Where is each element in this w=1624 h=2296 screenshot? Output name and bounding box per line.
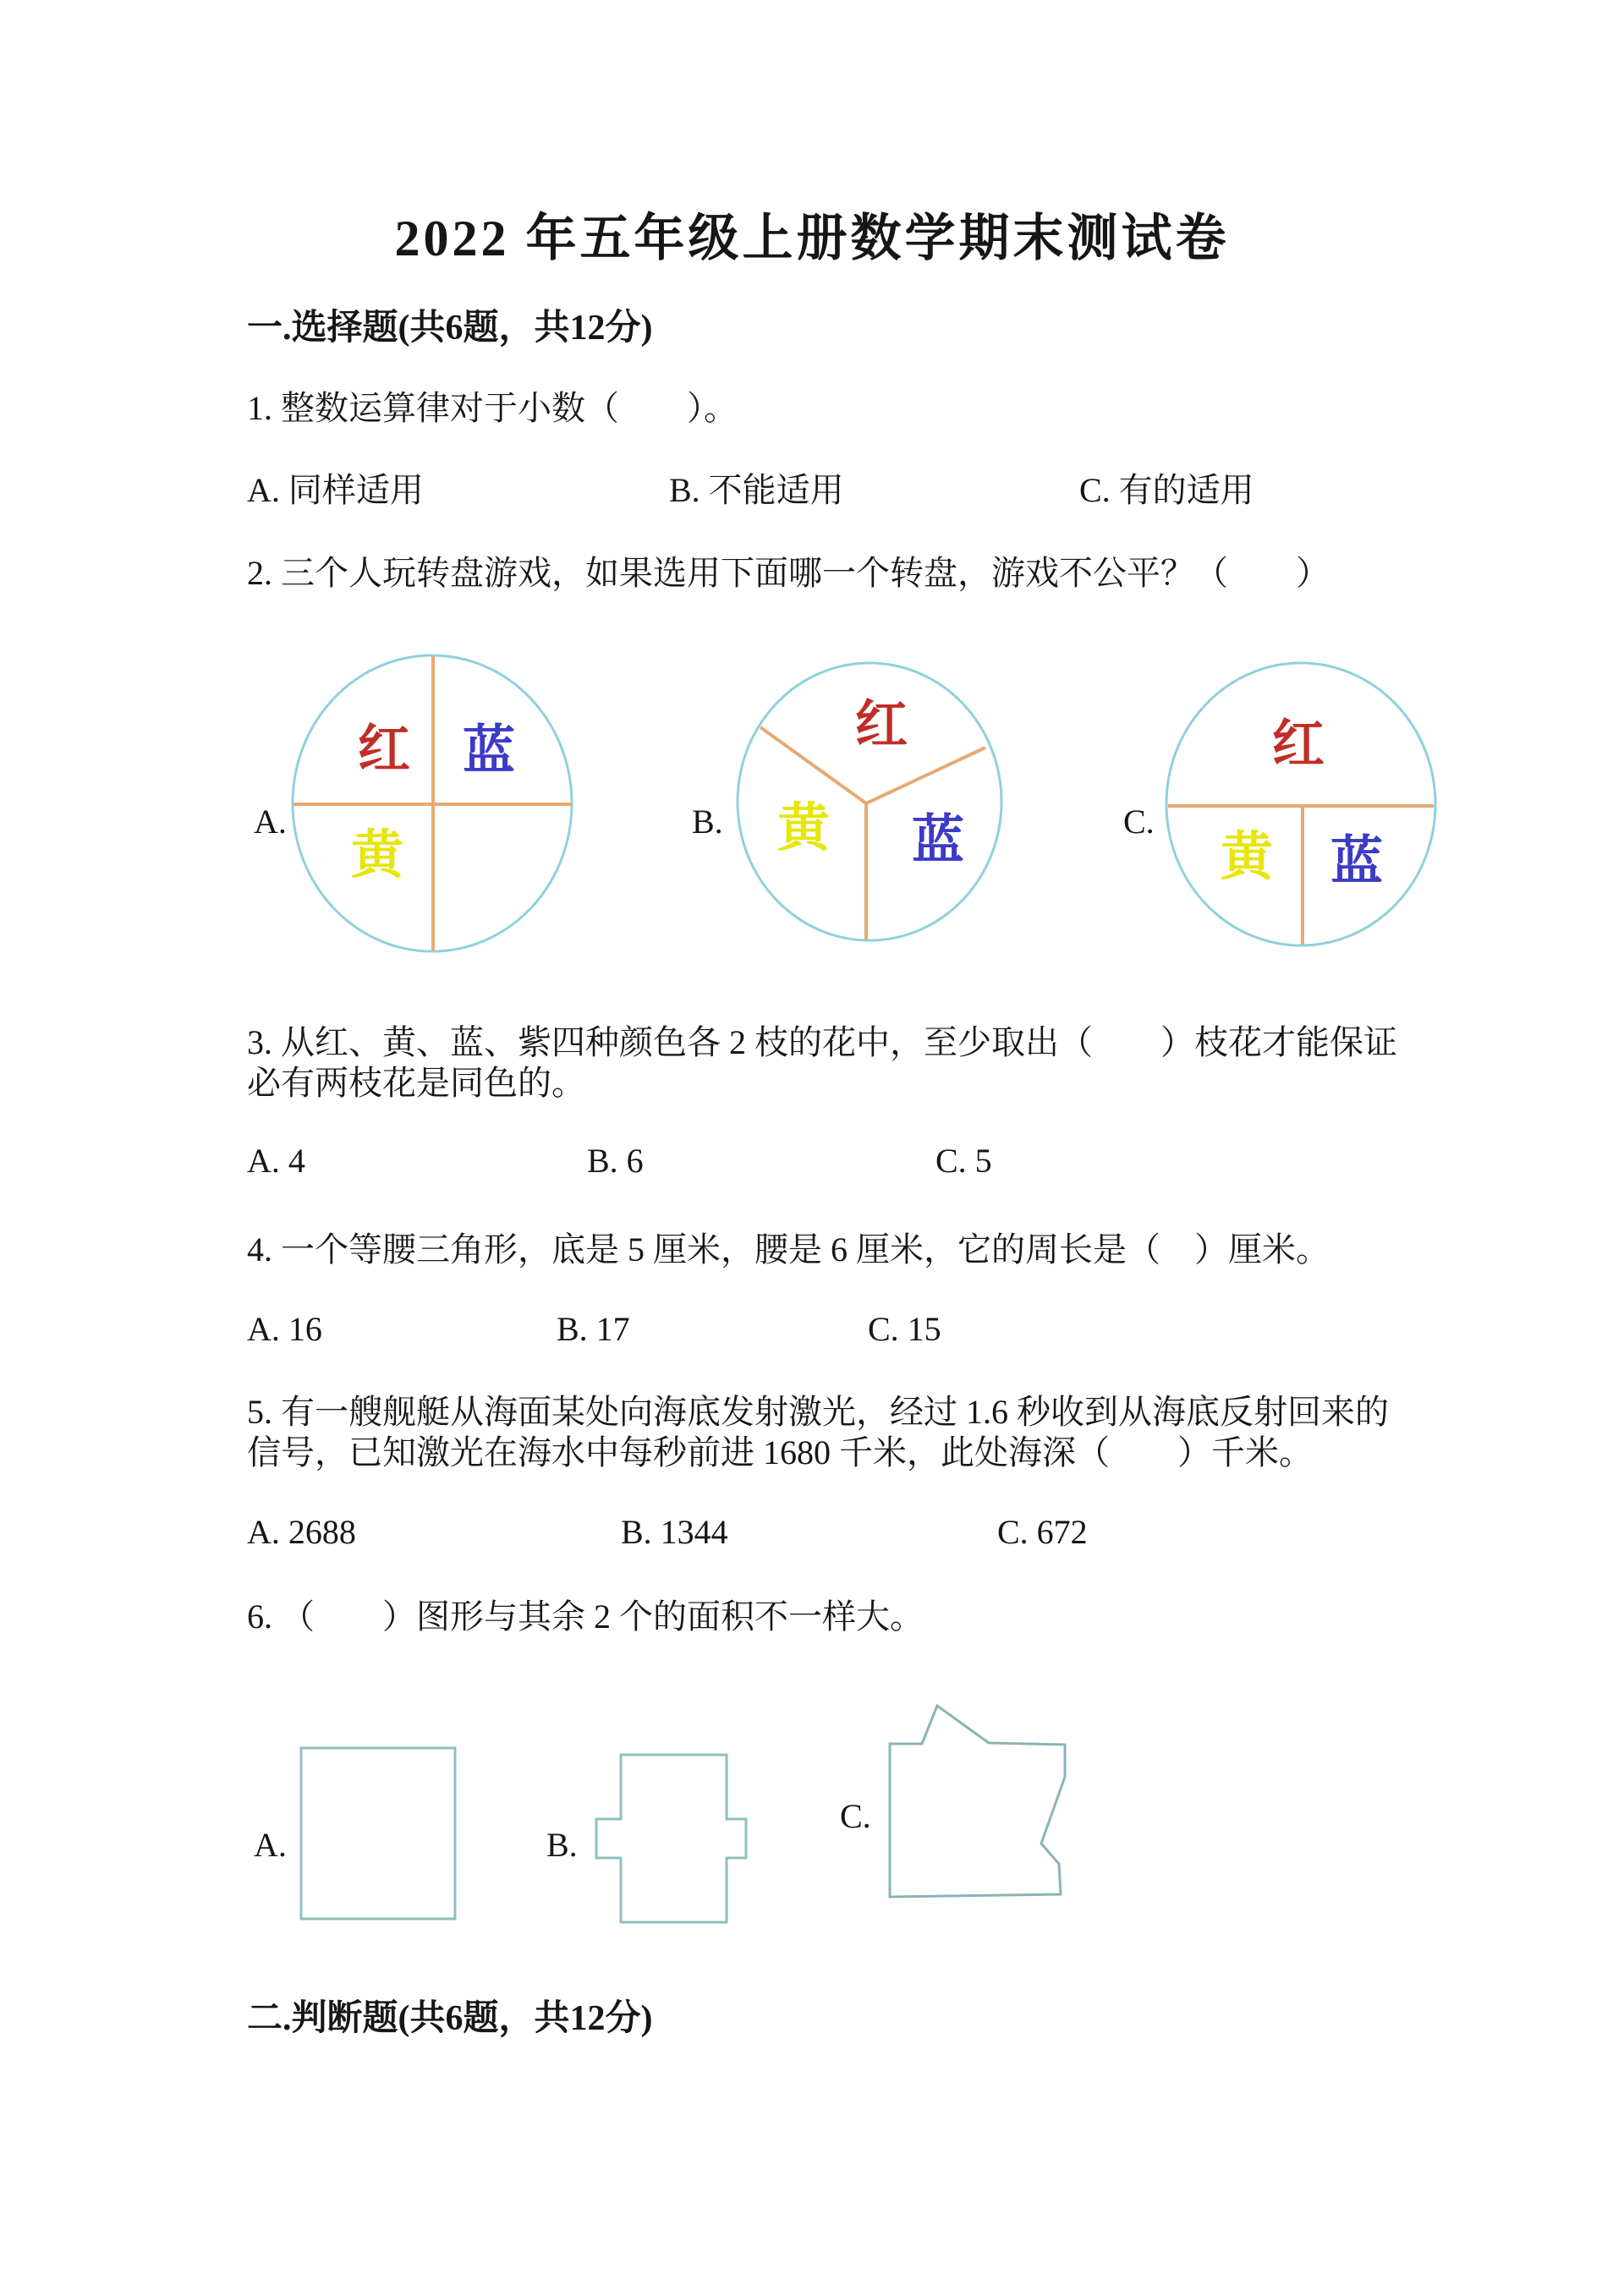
shape-b-label: B. xyxy=(546,1826,578,1864)
spinner-b-blue-segment-label: 蓝 xyxy=(911,812,965,869)
question-3-text-line-2: 必有两枝花是同色的。 xyxy=(247,1064,585,1102)
question-5-option-a: A. 2688 xyxy=(247,1513,356,1551)
question-1-option-b: B. 不能适用 xyxy=(669,471,844,509)
question-3-option-b: B. 6 xyxy=(587,1142,644,1180)
question-2-text: 2. 三个人玩转盘游戏，如果选用下面哪一个转盘，游戏不公平？（ ） xyxy=(247,554,1330,592)
question-3-text-line-1: 3. 从红、黄、蓝、紫四种颜色各 2 枝的花中，至少取出（ ）枝花才能保证 xyxy=(247,1023,1397,1061)
question-5-option-c: C. 672 xyxy=(997,1513,1088,1551)
question-3-option-c: C. 5 xyxy=(935,1142,992,1180)
shape-a-label: A. xyxy=(254,1826,287,1864)
shape-a-square xyxy=(301,1748,455,1919)
spinner-b-upper-left-divider xyxy=(760,727,866,803)
question-1-option-a: A. 同样适用 xyxy=(247,471,424,509)
spinner-c-diagram xyxy=(1161,658,1440,951)
spinner-b-upper-right-divider xyxy=(866,748,985,803)
question-5-option-b: B. 1344 xyxy=(621,1513,728,1551)
spinner-c-red-segment-label: 红 xyxy=(1271,716,1325,774)
spinner-c-yellow-segment-label: 黄 xyxy=(1220,829,1274,886)
question-6-shapes-diagram xyxy=(237,1691,1091,1937)
spinner-a-label: A. xyxy=(254,803,287,841)
spinner-a-diagram xyxy=(288,651,577,956)
question-5-text-line-2: 信号，已知激光在海水中每秒前进 1680 千米，此处海深（ ）千米。 xyxy=(247,1433,1313,1471)
shape-b-square-with-tabs xyxy=(596,1755,746,1922)
question-1-option-c: C. 有的适用 xyxy=(1079,471,1254,509)
question-4-option-b: B. 17 xyxy=(557,1310,630,1348)
question-4-option-a: A. 16 xyxy=(247,1310,322,1348)
question-3-option-a: A. 4 xyxy=(247,1142,305,1180)
question-4-option-c: C. 15 xyxy=(868,1310,941,1348)
shape-c-irregular-polygon xyxy=(890,1706,1065,1897)
question-6-text: 6. （ ）图形与其余 2 个的面积不一样大。 xyxy=(247,1597,924,1636)
shape-c-label: C. xyxy=(840,1797,871,1835)
question-1-text: 1. 整数运算律对于小数（ ）。 xyxy=(247,389,738,427)
section-1-heading: 一.选择题(共6题，共12分) xyxy=(247,309,653,348)
spinner-b-label: B. xyxy=(692,803,723,841)
spinner-a-yellow-segment-label: 黄 xyxy=(350,827,404,885)
spinner-b-yellow-segment-label: 黄 xyxy=(776,800,831,858)
page-title: 2022 年五年级上册数学期末测试卷 xyxy=(394,211,1230,266)
spinner-c-blue-segment-label: 蓝 xyxy=(1330,833,1384,890)
section-2-heading: 二.判断题(共6题，共12分) xyxy=(247,1999,653,2038)
question-4-text: 4. 一个等腰三角形，底是 5 厘米，腰是 6 厘米，它的周长是（ ）厘米。 xyxy=(247,1230,1330,1269)
spinner-b-red-segment-label: 红 xyxy=(854,697,908,754)
spinner-b-diagram xyxy=(732,658,1007,945)
question-5-text-line-1: 5. 有一艘舰艇从海面某处向海底发射激光，经过 1.6 秒收到从海底反射回来的 xyxy=(247,1393,1389,1431)
spinner-a-red-segment-label: 红 xyxy=(357,721,411,779)
spinner-a-blue-segment-label: 蓝 xyxy=(462,722,516,780)
spinner-c-label: C. xyxy=(1123,803,1155,841)
